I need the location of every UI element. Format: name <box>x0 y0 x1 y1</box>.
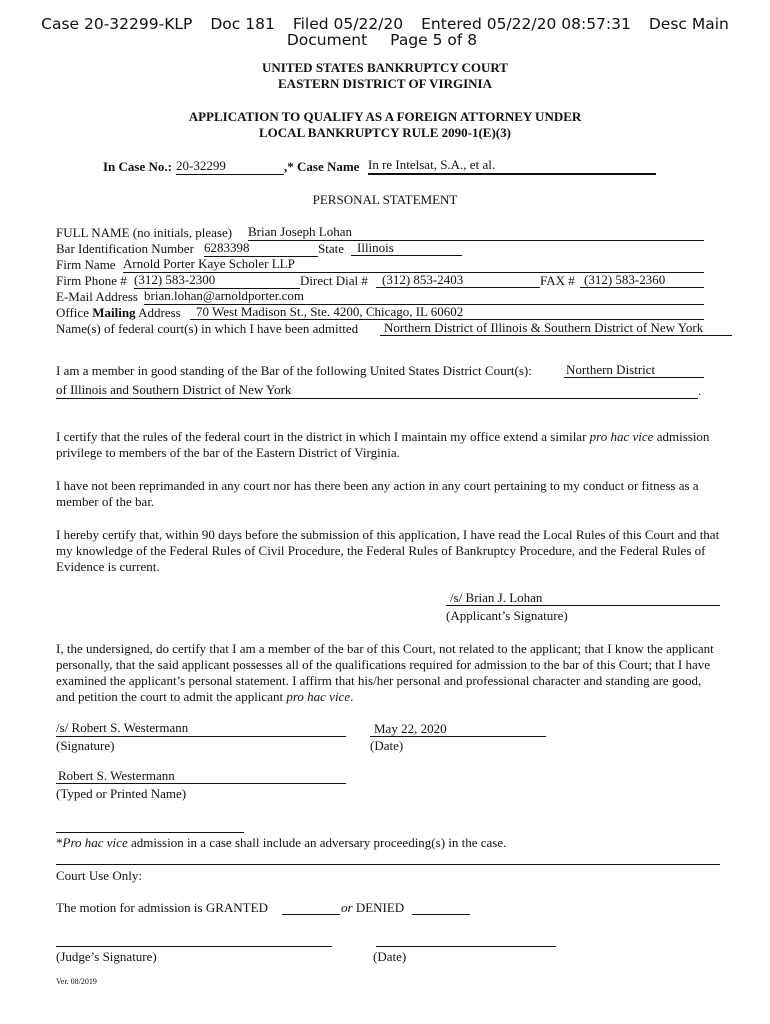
sponsor-italic: pro hac vice <box>286 689 351 704</box>
case-name-field[interactable]: In re Intelsat, S.A., et al. <box>368 157 656 175</box>
email-field[interactable]: brian.lohan@arnoldporter.com <box>144 288 704 305</box>
bar-id-label: Bar Identification Number <box>56 241 194 256</box>
good-standing-text: I am a member in good standing of the Bar of the following United States District Court(s): <box>56 363 532 378</box>
firm-phone-field[interactable]: (312) 583-2300 <box>134 272 300 289</box>
sponsor-text-b: . <box>350 689 354 704</box>
section-title: PERSONAL STATEMENT <box>312 192 458 207</box>
footnote-star: * <box>56 835 63 850</box>
footnote <box>56 835 506 851</box>
judge-date-field[interactable] <box>376 930 556 947</box>
docket-filed: Filed 05/22/20 <box>292 15 404 33</box>
sponsor-signature-field[interactable]: /s/ Robert S. Westermann <box>56 720 346 737</box>
state-label: State <box>318 241 344 256</box>
court-district: EASTERN DISTRICT OF VIRGINIA <box>278 76 492 91</box>
admitted-courts-label: Name(s) of federal court(s) in which I have been admitted <box>56 321 359 336</box>
good-standing-period: . <box>698 383 702 398</box>
direct-dial-field[interactable]: (312) 853-2403 <box>376 272 540 288</box>
court-use-divider <box>56 864 720 865</box>
motion-or-italic: or <box>341 900 353 915</box>
form-version: Ver. 08/2019 <box>56 977 97 986</box>
direct-dial-label: Direct Dial # <box>300 273 368 288</box>
sponsor-printed-name-field[interactable]: Robert S. Westermann <box>56 768 346 784</box>
denied-field[interactable] <box>412 898 470 915</box>
footnote-italic: Pro hac vice <box>62 835 128 850</box>
office-label-pre: Office <box>56 305 93 320</box>
case-no-field[interactable]: 20-32299 <box>176 158 284 175</box>
office-address-label <box>56 305 181 321</box>
case-name-label: ,* Case Name <box>284 159 360 174</box>
motion-denied-text: DENIED <box>352 900 405 915</box>
document-title: APPLICATION TO QUALIFY AS A FOREIGN ATTORNEY UNDER <box>188 109 582 124</box>
fax-field[interactable]: (312) 583-2360 <box>580 272 704 288</box>
p1-text-b: admission privilege to members of the bar of the Eastern District of Virginia. <box>56 429 710 460</box>
judge-date-label: (Date) <box>373 949 407 964</box>
email-label: E-Mail Address <box>56 289 138 304</box>
granted-field[interactable] <box>282 898 340 915</box>
motion-or <box>341 900 404 916</box>
sponsor-date-label: (Date) <box>370 738 404 753</box>
firm-name-field[interactable]: Arnold Porter Kaye Scholer LLP <box>123 256 704 273</box>
document-rule: LOCAL BANKRUPTCY RULE 2090-1(E)(3) <box>259 125 511 140</box>
docket-desc: Desc Main <box>648 15 729 33</box>
judge-signature-label: (Judge’s Signature) <box>56 949 157 964</box>
docket-document: Document <box>286 31 368 49</box>
certify-paragraph-2: I have not been reprimanded in any court nor has there been any action in any court pertaining to my conduct or fitness as a member of the bar. <box>56 478 699 509</box>
fax-label: FAX # <box>540 273 575 288</box>
sponsor-date-field[interactable]: May 22, 2020 <box>370 721 546 737</box>
good-standing-field-1[interactable]: Northern District <box>564 362 704 378</box>
sponsor-signature-label: (Signature) <box>56 738 115 753</box>
firm-phone-label: Firm Phone # <box>56 273 127 288</box>
docket-header <box>0 16 770 33</box>
full-name-field[interactable]: Brian Joseph Lohan <box>248 224 704 241</box>
bar-id-field[interactable]: 6283398 <box>204 240 318 257</box>
good-standing-field-2[interactable]: of Illinois and Southern District of New York <box>56 382 698 399</box>
p1-italic: pro hac vice <box>589 429 654 444</box>
office-label-post: Address <box>135 305 181 320</box>
motion-granted-text: The motion for admission is GRANTED <box>56 900 268 915</box>
court-use-label: Court Use Only: <box>56 868 142 883</box>
docket-entered: Entered 05/22/20 08:57:31 <box>421 15 631 33</box>
sponsor-printed-name-label: (Typed or Printed Name) <box>56 786 187 801</box>
applicant-signature-label: (Applicant’s Signature) <box>446 608 568 623</box>
office-address-field[interactable]: 70 West Madison St., Ste. 4200, Chicago, IL 60602 <box>190 304 704 320</box>
p1-text-a: I certify that the rules of the federal court in the district in which I maintain my office extend a similar <box>56 429 590 444</box>
docket-doc: Doc 181 <box>210 15 275 33</box>
footnote-text: admission in a case shall include an adversary proceeding(s) in the case. <box>127 835 507 850</box>
judge-signature-field[interactable] <box>56 930 332 947</box>
office-label-bold: Mailing <box>92 305 136 320</box>
certify-paragraph-1 <box>56 429 720 461</box>
court-name: UNITED STATES BANKRUPTCY COURT <box>262 60 508 75</box>
full-name-label: FULL NAME (no initials, please) <box>56 225 233 240</box>
certify-paragraph-3: I hereby certify that, within 90 days before the submission of this application, I have read the Local Rules of this Court and that my knowledge of the Federal Rules of Civil Procedure, the Federal Rules of Bankruptcy Procedure, and the Federal Rules of Evidence is current. <box>56 527 720 574</box>
firm-name-label: Firm Name <box>56 257 116 272</box>
sponsor-text-a: I, the undersigned, do certify that I am a member of the bar of this Court, not related to the applicant; that I know the applicant personally, that the said applicant possesses all of the qualifications required for admission to the bar of this Court; that I have examined the applicant’s personal statement. I affirm that his/her personal and professional character and standing are good, and petition the court to admit the applicant <box>56 641 714 704</box>
docket-page: Page 5 of 8 <box>390 31 478 49</box>
docket-case: Case 20-32299-KLP <box>41 15 193 33</box>
admitted-courts-field[interactable]: Northern District of Illinois & Southern District of New York <box>380 320 732 336</box>
applicant-signature-field[interactable]: /s/ Brian J. Lohan <box>446 590 720 606</box>
sponsor-certification-paragraph <box>56 641 720 705</box>
case-no-label: In Case No.: <box>103 159 172 174</box>
docket-header-line2 <box>0 32 767 49</box>
footnote-divider <box>56 832 244 833</box>
state-field[interactable]: Illinois <box>351 240 462 256</box>
